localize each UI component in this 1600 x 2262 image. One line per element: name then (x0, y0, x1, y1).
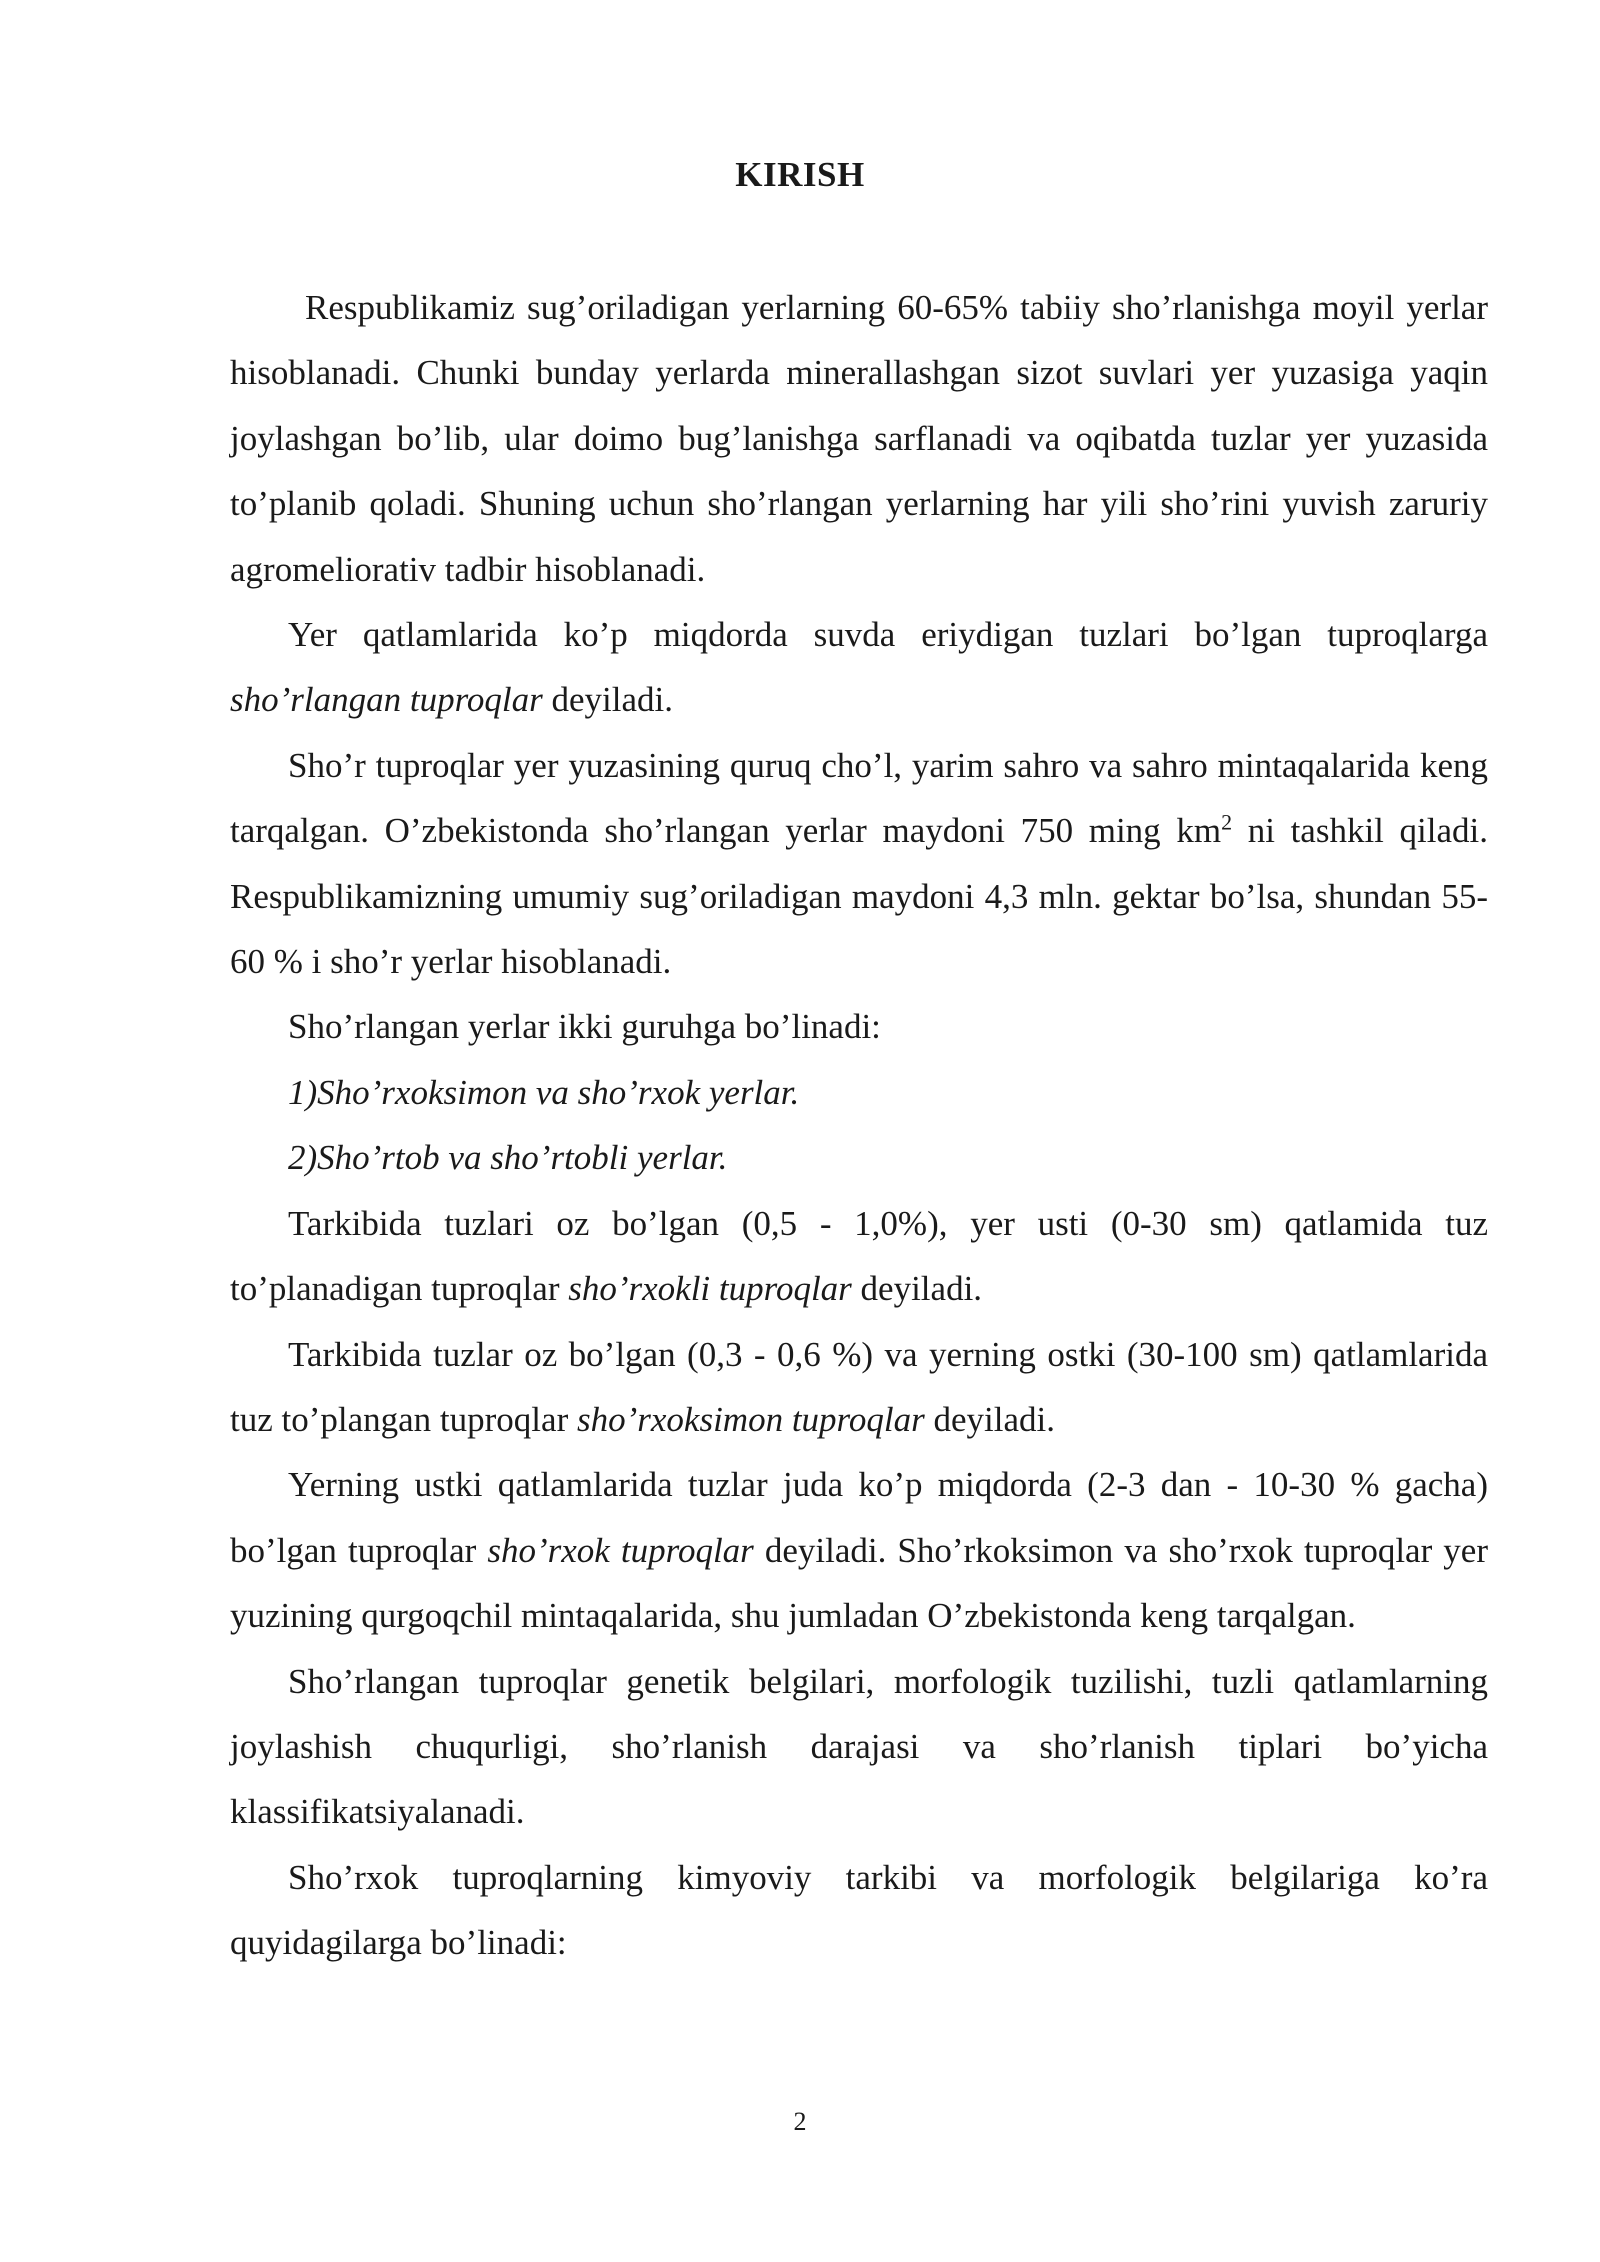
list-item-2 (230, 1125, 1488, 1190)
document-body (230, 275, 1488, 1976)
list-item-1 (230, 1060, 1488, 1125)
paragraph-5-text-a: Tarkibida tuzlari oz bo’lgan (0,5 - 1,0%), yer usti (0-30 sm) qatlamida tuz to’planadigan tuproqlar (230, 1203, 1488, 1309)
paragraph-5 (230, 1191, 1488, 1322)
paragraph-4: Sho’rlangan yerlar ikki guruhga bo’linadi: (288, 1007, 881, 1047)
paragraph-7-text-b: deyiladi. Sho’rkoksimon va sho’rxok tuproqlar yer yuzining qurgoqchil mintaqalarida, shu jumladan O’zbekistonda keng tarqalgan. (230, 1530, 1488, 1636)
paragraph-2-term: sho’rlangan tuproqlar (230, 680, 543, 720)
paragraph-3-text-b: ni tashkil qiladi. Respublikamizning umumiy sug’oriladigan maydoni 4,3 mln. gektar bo’lsa, shundan 55-60 % i sho’r yerlar hisoblanadi. (230, 811, 1489, 982)
paragraph-2 (230, 602, 1488, 733)
page-number: 2 (793, 2107, 807, 2136)
list-item-1-text: 1)Sho’rxoksimon va sho’rxok yerlar. (288, 1072, 800, 1112)
paragraph-1: Respublikamiz sug’oriladigan yerlarning 60-65% tabiiy sho’rlanishga moyil yerlar hisoblanadi. Chunki bunday yerlarda minerallashgan sizot suvlari yer yuzasiga yaqin joylashgan bo’lib, ular doimo bug’lanishga sarflanadi va oqibatda tuzlar yer yuzasida to’planib qoladi. Shuning uchun sho’rlangan yerlarning har yili sho’rini yuvish zaruriy agromeliorativ tadbir hisoblanadi. (230, 288, 1488, 589)
paragraph-7-term: sho’rxok tuproqlar (487, 1530, 754, 1570)
paragraph-6-term: sho’rxoksimon tuproqlar (576, 1399, 925, 1439)
superscript-2: 2 (1221, 809, 1233, 835)
paragraph-2-text-a: Yer qatlamlarida ko’p miqdorda suvda eriydigan tuzlari bo’lgan tuproqlarga (288, 615, 1488, 655)
paragraph-5-text-b: deyiladi. (851, 1269, 983, 1309)
paragraph-9: Sho’rxok tuproqlarning kimyoviy tarkibi va morfologik belgilariga ko’ra quyidagilarga bo’linadi: (230, 1857, 1488, 1963)
list-item-2-text: 2)Sho’rtob va sho’rtobli yerlar. (288, 1138, 728, 1178)
paragraph-5-term: sho’rxokli tuproqlar (568, 1269, 852, 1309)
paragraph-3 (230, 733, 1488, 995)
paragraph-7 (230, 1452, 1488, 1648)
paragraph-6 (230, 1322, 1488, 1453)
paragraph-3-text-a: Sho’r tuproqlar yer yuzasining quruq cho’l, yarim sahro va sahro mintaqalarida keng tarqalgan. O’zbekistonda sho’rlangan yerlar maydoni 750 ming km (230, 745, 1488, 851)
paragraph-7-text-a: Yerning ustki qatlamlarida tuzlar juda ko’p miqdorda (2-3 dan - 10-30 % gacha) bo’lgan tuproqlar (230, 1465, 1488, 1570)
paragraph-6-text-b: deyiladi. (924, 1399, 1055, 1439)
document-title: KIRISH (735, 155, 865, 194)
paragraph-2-text-b: deyiladi. (542, 680, 674, 720)
paragraph-6-text-a: Tarkibida tuzlar oz bo’lgan (0,3 - 0,6 %) va yerning ostki (30-100 sm) qatlamlarida tuz to’plangan tuproqlar (230, 1334, 1488, 1439)
paragraph-8: Sho’rlangan tuproqlar genetik belgilari, morfologik tuzilishi, tuzli qatlamlarning joylashish chuqurligi, sho’rlanish darajasi va sho’rlanish tiplari bo’yicha klassifikatsiyalanadi. (230, 1661, 1488, 1832)
